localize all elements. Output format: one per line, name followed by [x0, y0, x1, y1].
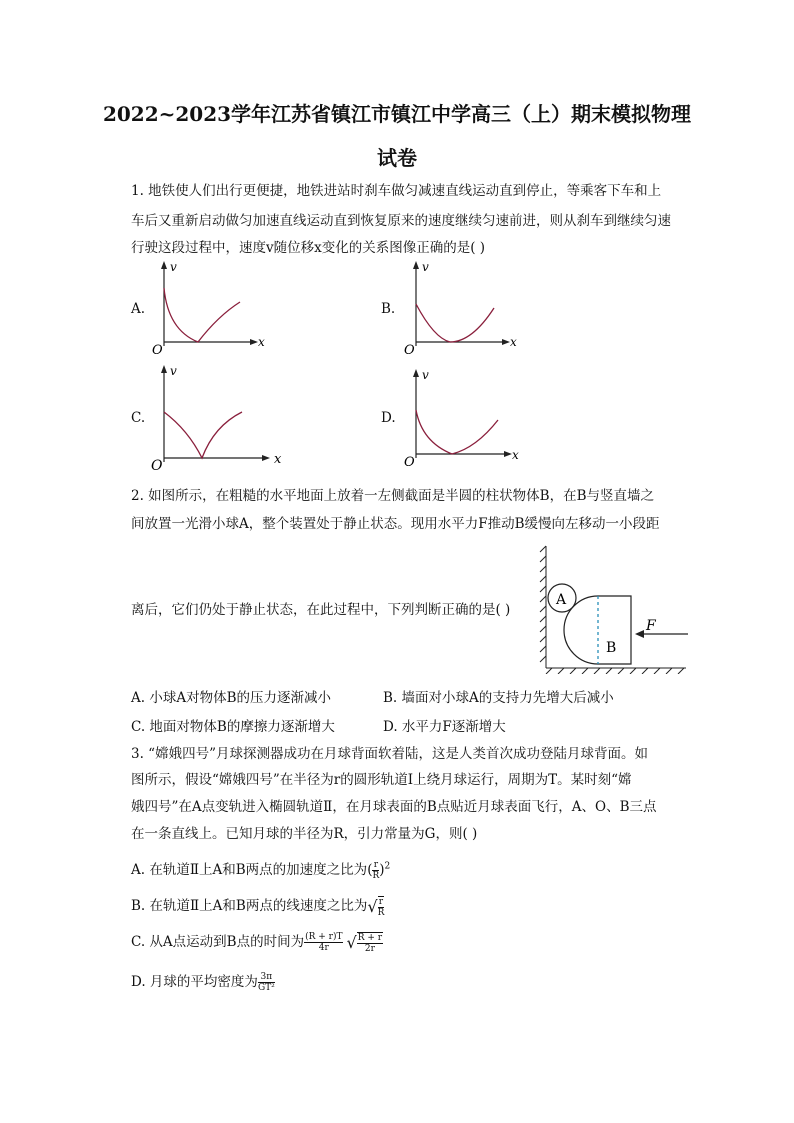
q2-option-b[interactable]: B. 墙面对小球A的支持力先增大后减小	[383, 690, 614, 706]
q3-option-a-den: R	[372, 871, 380, 881]
q2-force-label: F	[646, 618, 656, 634]
q1a-axis-x-label: x	[258, 335, 265, 349]
page-title-continued: 试卷	[377, 146, 417, 170]
q3-option-d[interactable]	[131, 970, 275, 993]
q1-option-b-label[interactable]: B.	[381, 301, 396, 317]
q1d-axis-v-label: v	[422, 368, 429, 382]
q3-option-c-num2: R + r	[357, 932, 383, 943]
q1b-axis-x-label: x	[510, 335, 517, 349]
q3-text-line1: 3. “嫦娥四号”月球探测器成功在月球背面软着陆，这是人类首次成功登陆月球背面。如	[131, 746, 648, 762]
q1-text-line2: 车后又重新启动做匀加速直线运动直到恢复原来的速度继续匀速前进，则从刹车到继续匀速	[131, 213, 671, 229]
q3-option-d-num: 3π	[258, 972, 275, 983]
q3-option-a-open: (	[367, 862, 373, 878]
q2-figure	[536, 542, 692, 674]
q2-ball-a-label: A	[556, 592, 567, 608]
q3-text-line2: 图所示，假设“嫦娥四号”在半径为r的圆形轨道Ⅰ上绕月球运行，周期为T。某时刻“嫦	[131, 772, 632, 788]
q1a-axis-v-label: v	[170, 260, 177, 274]
q1-graph-c	[148, 362, 288, 472]
q1-text-line3: 行驶这段过程中，速度v随位移x变化的关系图像正确的是( )	[131, 240, 486, 256]
q1c-origin-label: O	[151, 458, 163, 472]
q3-option-a-num: r	[373, 860, 379, 870]
q3-option-a-close: )	[379, 862, 385, 878]
page-title: 2022~2023学年江苏省镇江市镇江中学高三（上）期末模拟物理	[102, 102, 692, 126]
q2-text-line3: 离后，它们仍处于静止状态，在此过程中，下列判断正确的是( )	[131, 602, 511, 618]
q3-option-a[interactable]	[131, 858, 390, 881]
q1-graph-a	[148, 258, 278, 358]
q3-option-c-fraction1	[304, 932, 343, 953]
q1c-axis-v-label: v	[170, 364, 177, 378]
q3-option-c-text: C. 从A点运动到B点的时间为	[131, 934, 305, 950]
q3-option-b-radical: √	[367, 897, 378, 916]
q3-option-d-den: GT²	[257, 983, 275, 993]
q1d-axis-x-label: x	[512, 448, 519, 462]
q3-option-c-radicand	[357, 932, 383, 954]
q2-option-c[interactable]: C. 地面对物体B的摩擦力逐渐增大	[131, 719, 335, 735]
q3-option-c-num1: (R + r)T	[305, 932, 343, 942]
q1c-axis-x-label: x	[274, 452, 282, 467]
q1-graph-b	[400, 258, 530, 358]
q1a-origin-label: O	[152, 343, 163, 358]
q3-option-b-text: B. 在轨道Ⅱ上A和B两点的线速度之比为	[131, 898, 368, 914]
q3-option-d-text: D. 月球的平均密度为	[131, 974, 258, 990]
q3-option-c[interactable]	[131, 930, 383, 954]
q3-option-b-num: r	[378, 896, 384, 907]
q3-option-a-exp: 2	[384, 861, 391, 872]
q3-option-b-den: R	[377, 907, 385, 918]
q1b-origin-label: O	[404, 343, 415, 358]
q2-text-line2: 间放置一光滑小球A，整个装置处于静止状态。现用水平力F推动B缓慢向左移动一小段距	[131, 516, 660, 532]
q3-text-line3: 娥四号”在A点变轨进入椭圆轨道Ⅱ，在月球表面的B点贴近月球表面飞行，A、O、B三点	[131, 799, 657, 815]
q3-text-line4: 在一条直线上。已知月球的半径为R，引力常量为G，则( )	[131, 826, 478, 842]
q2-option-a[interactable]: A. 小球A对物体B的压力逐渐减小	[131, 690, 332, 706]
q1-graph-d	[400, 366, 530, 470]
q1b-axis-v-label: v	[422, 260, 429, 274]
q1-option-c-label[interactable]: C.	[131, 410, 146, 426]
q1-option-a-label[interactable]: A.	[131, 301, 146, 317]
q2-block-b-label: B	[606, 640, 617, 656]
q3-option-b-radicand	[378, 896, 385, 918]
q3-option-a-text: A. 在轨道Ⅱ上A和B两点的加速度之比为	[131, 862, 368, 878]
q1-option-d-label[interactable]: D.	[381, 410, 396, 426]
q1-text-line1: 1. 地铁使人们出行更便捷，地铁进站时刹车做匀减速直线运动直到停止，等乘客下车和上	[131, 183, 662, 199]
q3-option-b[interactable]	[131, 894, 384, 918]
q1d-origin-label: O	[404, 455, 415, 470]
q3-option-c-den2: 2r	[364, 943, 375, 954]
q3-option-d-fraction	[258, 972, 275, 993]
q2-option-d[interactable]: D. 水平力F逐渐增大	[383, 719, 506, 735]
q3-option-c-den1: 4r	[318, 943, 329, 953]
q2-text-line1: 2. 如图所示，在粗糙的水平地面上放着一左侧截面是半圆的柱状物体B，在B与竖直墙之	[131, 488, 655, 504]
q3-option-c-radical: √	[346, 933, 357, 952]
